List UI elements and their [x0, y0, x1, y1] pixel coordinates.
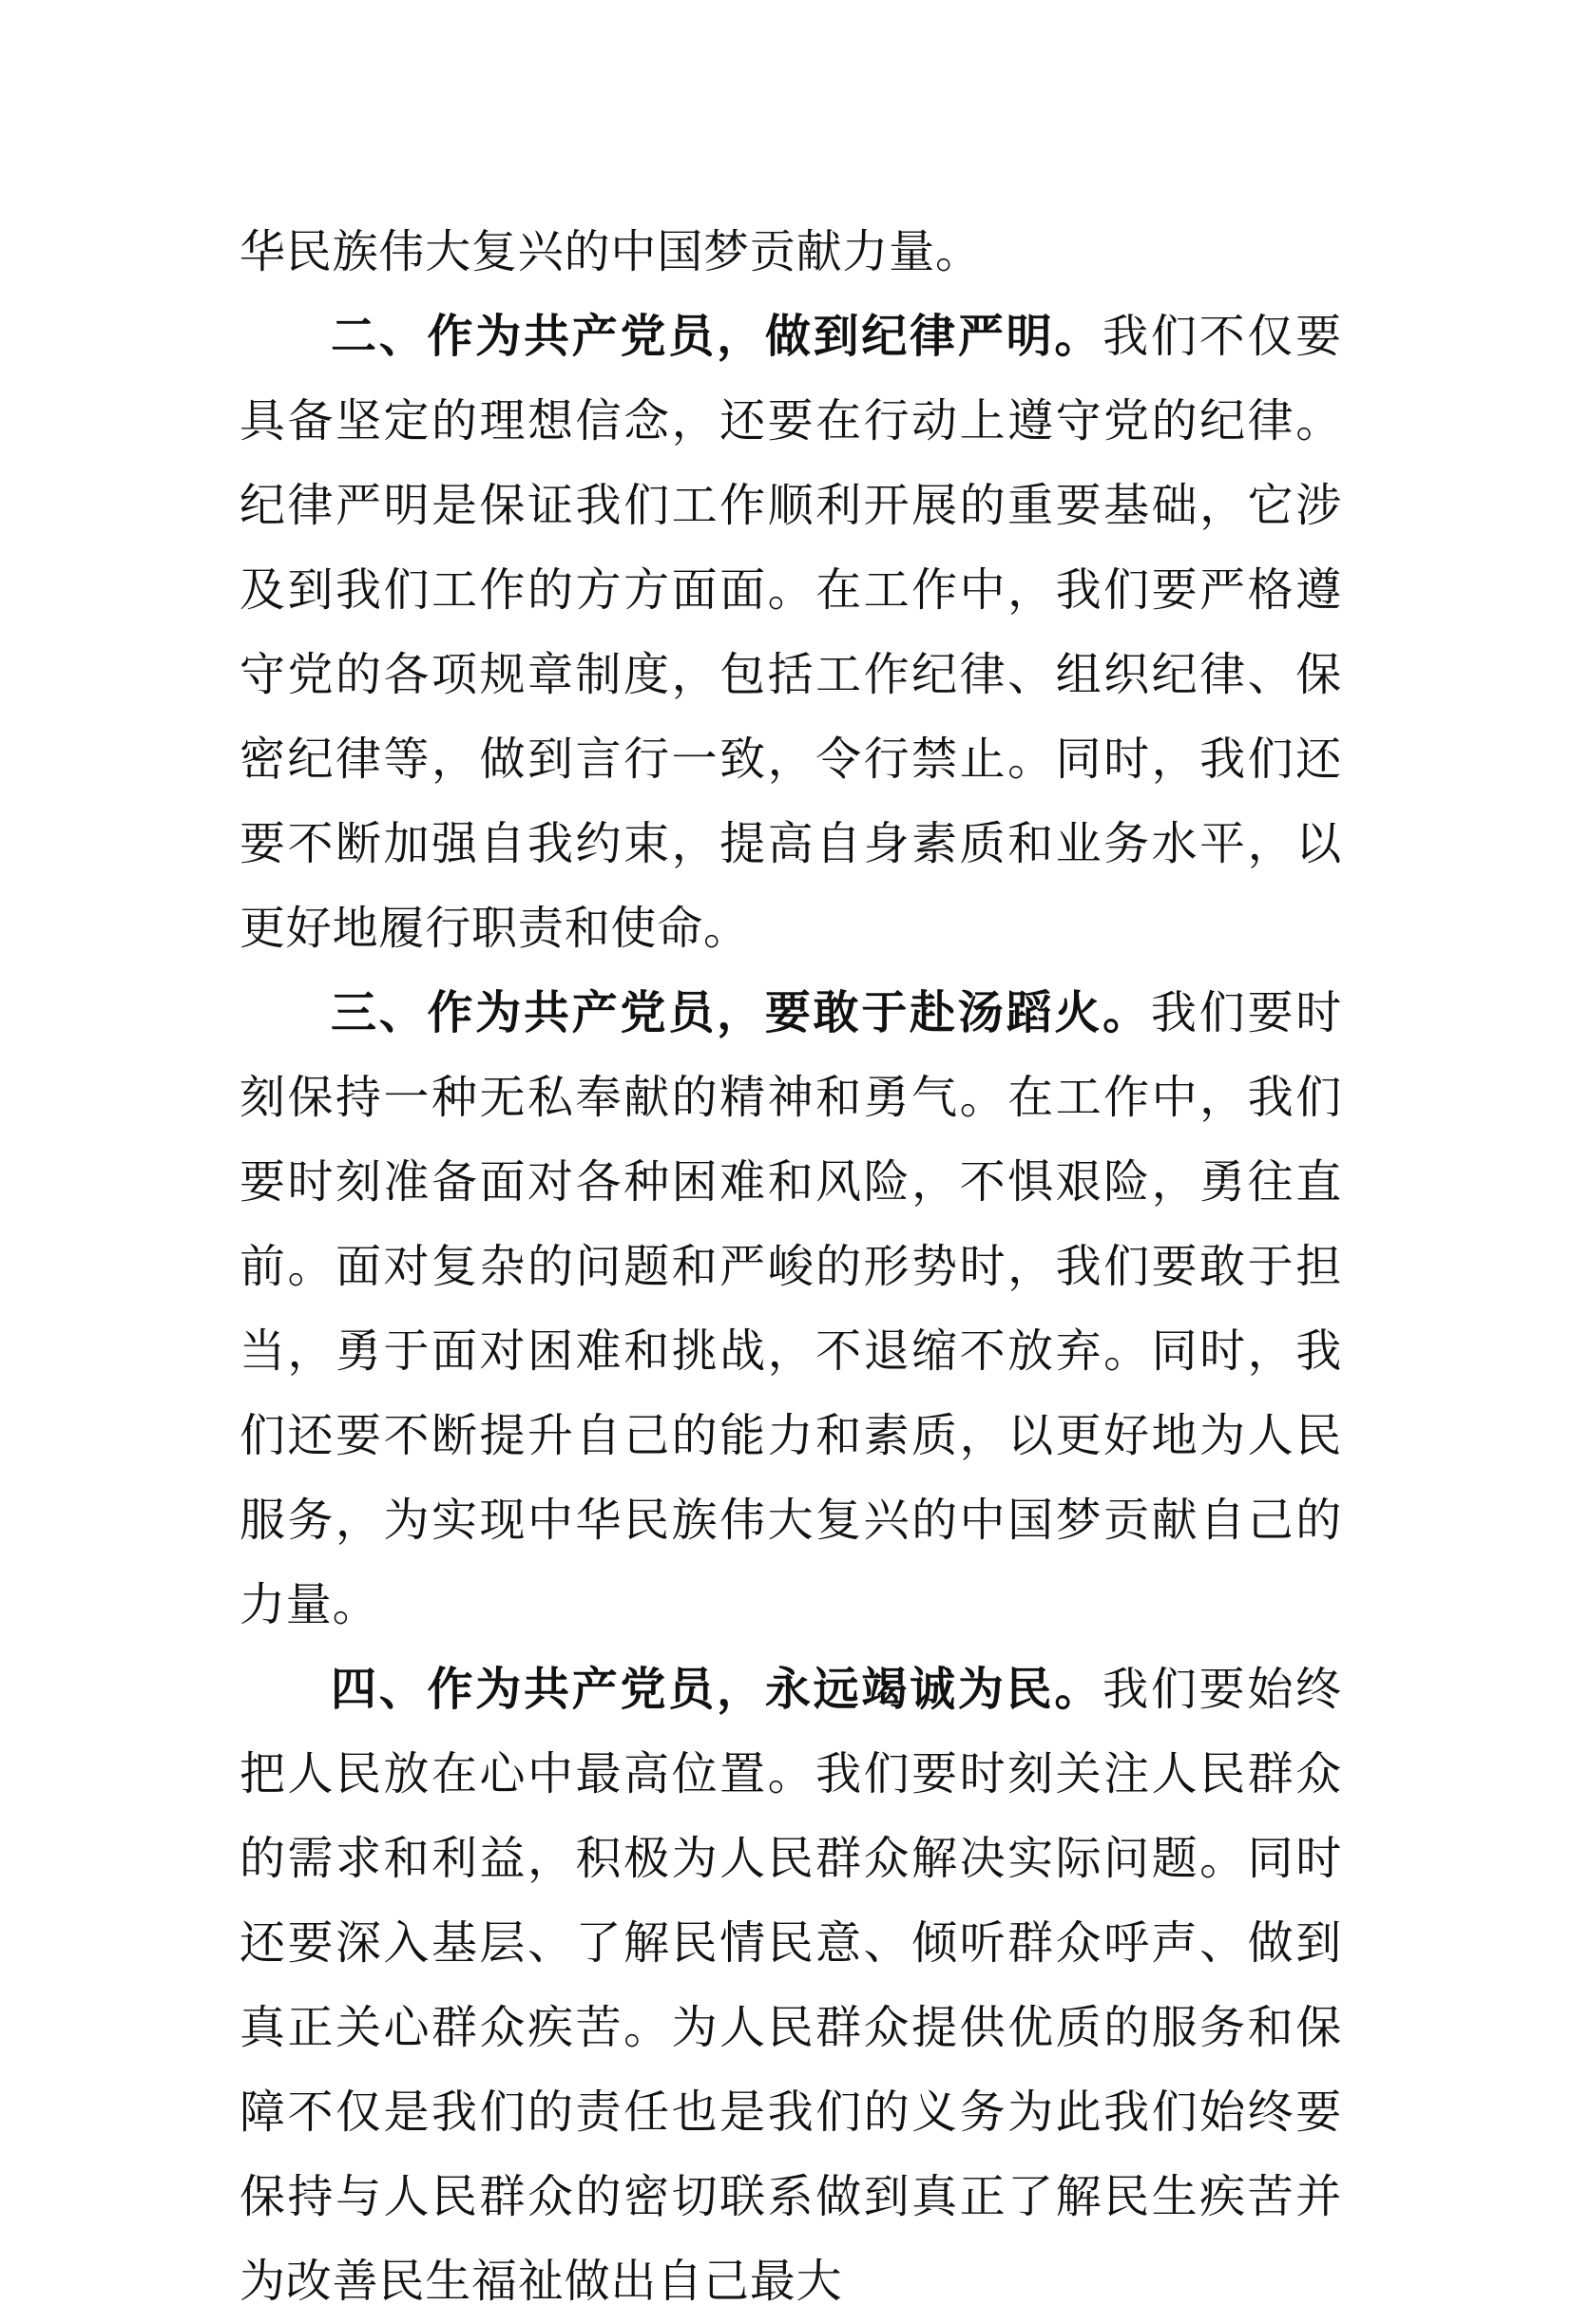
- paragraph-discipline: [240, 295, 1342, 971]
- paragraph-courage: [240, 971, 1342, 1648]
- paragraph-text: 我们要时刻保持一种无私奉献的精神和勇气。在工作中，我们要时刻准备面对各种困难和风险，不惧艰险，勇往直前。面对复杂的问题和严峻的形势时，我们要敢于担当，勇于面对困难和挑战，不退缩不放弃。同时，我们还要不断提升自己的能力和素质，以更好地为人民服务，为实现中华民族伟大复兴的中国梦贡献自己的力量。: [240, 986, 1343, 1631]
- paragraph-text: 我们不仅要具备坚定的理想信念，还要在行动上遵守党的纪律。纪律严明是保证我们工作顺利开展的重要基础，它涉及到我们工作的方方面面。在工作中，我们要严格遵守党的各项规章制度，包括工作纪律、组织纪律、保密纪律等，做到言行一致，令行禁止。同时，我们还要不断加强自我约束，提高自身素质和业务水平，以更好地履行职责和使命。: [240, 310, 1342, 955]
- document-body: [240, 210, 1342, 2324]
- paragraph-text: 我们要始终把人民放在心中最高位置。我们要时刻关注人民群众的需求和利益，积极为人民群众解决实际问题。同时还要深入基层、了解民情民意、倾听群众呼声、做到真正关心群众疾苦。为人民群众提供优质的服务和保障不仅是我们的责任也是我们的义务为此我们始终要保持与人民群众的密切联系做到真正了解民生疾苦并为改善民生福祉做出自己最大: [240, 1663, 1342, 2308]
- paragraph-continuation: [240, 210, 1342, 295]
- paragraph-serve-people: [240, 1648, 1342, 2324]
- paragraph-heading: 三、作为共产党员，要敢于赴汤蹈火。: [331, 986, 1151, 1039]
- paragraph-text: 华民族伟大复兴的中国梦贡献力量。: [240, 225, 982, 278]
- paragraph-heading: 二、作为共产党员，做到纪律严明。: [331, 310, 1103, 363]
- paragraph-heading: 四、作为共产党员，永远竭诚为民。: [331, 1663, 1103, 1716]
